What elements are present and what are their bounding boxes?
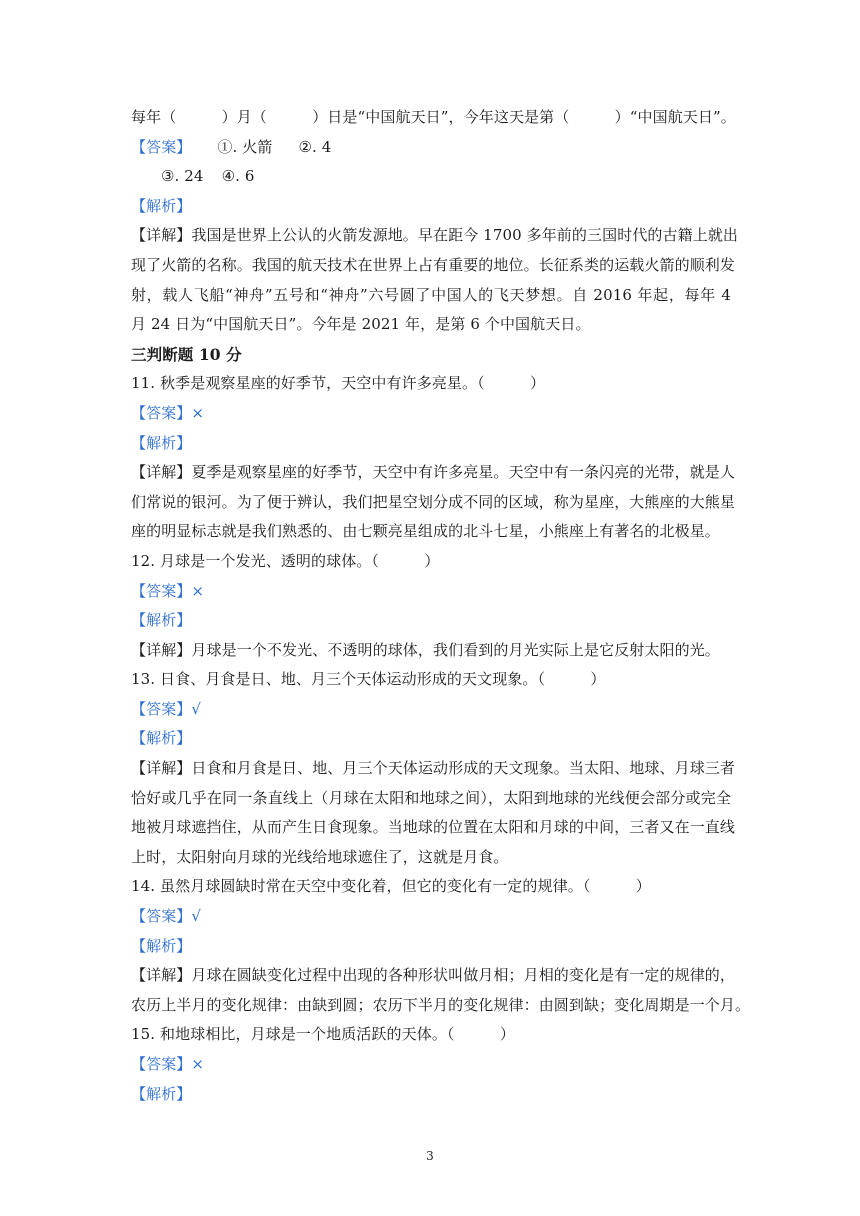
answer-option: ③. 24 <box>161 167 204 186</box>
answer-option: ①. 火箭 <box>217 137 273 156</box>
detail-line: 月 24 日为“中国航天日”。今年是 2021 年，是第 6 个中国航天日。 <box>131 315 591 334</box>
answer-line: 【答案】× <box>131 581 205 600</box>
analysis-label: 【解析】 <box>131 936 192 955</box>
detail-line: 射，载人飞船“神舟”五号和“神舟”六号圆了中国人的飞天梦想。自 2016 年起，每年 4 <box>131 285 731 304</box>
detail-line: 现了火箭的名称。我国的航天技术在世界上占有重要的地位。长征系类的运载火箭的顺利发 <box>131 255 736 274</box>
answer-line: 【答案】× <box>131 403 205 422</box>
answer-option: ④. 6 <box>221 167 255 186</box>
section-heading: 三判断题 10 分 <box>131 344 242 364</box>
detail-line: 上时，太阳射向月球的光线给地球遮住了，这就是月食。 <box>131 847 509 866</box>
answer-line: 【答案】√ <box>131 699 202 718</box>
analysis-label: 【解析】 <box>131 729 192 748</box>
answer-10-row-2 <box>131 162 731 192</box>
detail-line: 恰好或几乎在同一条直线上（月球在太阳和地球之间），太阳到地球的光线便会部分或完全 <box>131 788 731 807</box>
detail-line: 【详解】日食和月食是日、地、月三个天体运动形成的天文现象。当太阳、地球、月球三者 <box>131 759 736 778</box>
analysis-label: 【解析】 <box>131 433 192 452</box>
question-stem: 13. 日食、月食是日、地、月三个天体运动形成的天文现象。（ ） <box>131 670 606 689</box>
answer-option: ②. 4 <box>298 137 332 156</box>
question-stem: 11. 秋季是观察星座的好季节，天空中有许多亮星。（ ） <box>131 374 546 393</box>
detail-line: 农历上半月的变化规律：由缺到圆；农历下半月的变化规律：由圆到缺；变化周期是一个月。 <box>131 995 751 1014</box>
detail-line: 座的明显标志就是我们熟悉的、由七颗亮星组成的北斗七星，小熊座上有著名的北极星。 <box>131 522 720 541</box>
question-stem: 14. 虽然月球圆缺时常在天空中变化着，但它的变化有一定的规律。（ ） <box>131 877 651 896</box>
page-number: 3 <box>426 1149 434 1163</box>
question-stem: 12. 月球是一个发光、透明的球体。（ ） <box>131 551 440 570</box>
answer-line: 【答案】× <box>131 1055 205 1073</box>
question-stem: 15. 和地球相比，月球是一个地质活跃的天体。（ ） <box>131 1025 515 1044</box>
analysis-label: 【解析】 <box>131 611 192 630</box>
detail-line: 【详解】夏季是观察星座的好季节，天空中有许多亮星。天空中有一条闪亮的光带，就是人 <box>131 463 736 482</box>
detail-line: 【详解】月球在圆缺变化过程中出现的各种形状叫做月相；月相的变化是有一定的规律的， <box>131 966 736 985</box>
page-content <box>131 103 751 1109</box>
question-10-tail: 每年（ ）月（ ）日是“中国航天日”，今年这天是第（ ）“中国航天日”。 <box>131 108 736 126</box>
analysis-label: 【解析】 <box>131 196 192 215</box>
answer-label: 【答案】 <box>131 137 192 156</box>
detail-line: 地被月球遮挡住，从而产生日食现象。当地球的位置在太阳和月球的中间，三者又在一直线 <box>131 818 736 837</box>
detail-line: 【详解】月球是一个不发光、不透明的球体，我们看到的月光实际上是它反射太阳的光。 <box>131 640 720 659</box>
answer-10-row <box>131 133 731 163</box>
detail-line: 们常说的银河。为了便于辨认，我们把星空划分成不同的区域，称为星座，大熊座的大熊星 <box>131 492 736 511</box>
analysis-label: 【解析】 <box>131 1084 192 1103</box>
detail-line: 【详解】我国是世界上公认的火箭发源地。早在距今 1700 多年前的三国时代的古籍上就出 <box>131 226 739 245</box>
answer-line: 【答案】√ <box>131 907 202 926</box>
